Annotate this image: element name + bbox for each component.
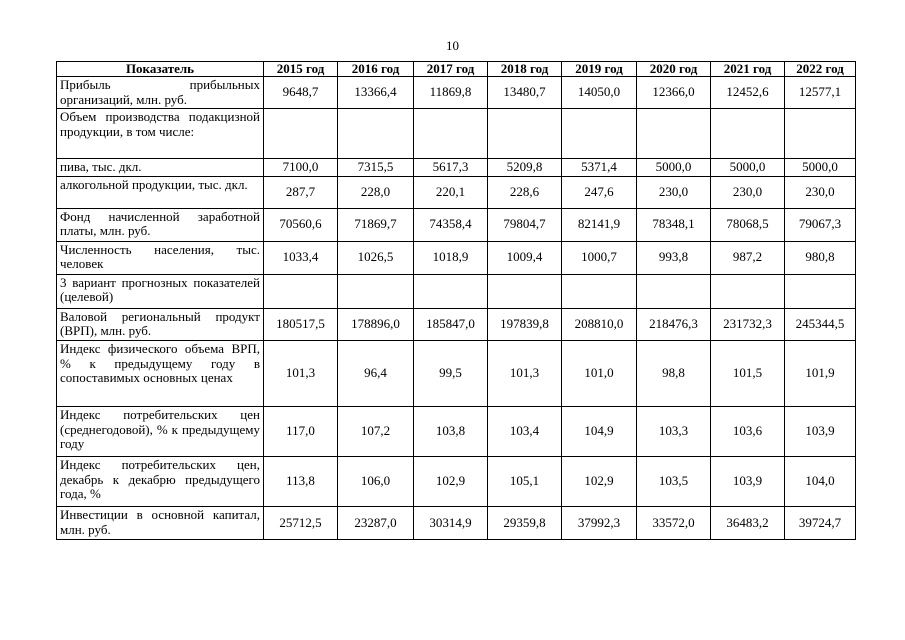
table-cell: 74358,4 xyxy=(414,208,488,241)
table-cell: 101,9 xyxy=(785,340,856,406)
table-row xyxy=(57,176,856,208)
row-label: Индекс потребительских цен, декабрь к декабрю предыдущего года, % xyxy=(57,456,264,506)
row-label: Прибыль прибыльных организаций, млн. руб. xyxy=(57,77,264,109)
table-cell: 7100,0 xyxy=(264,159,338,177)
row-label: 3 вариант прогнозных показателей (целевой) xyxy=(57,274,264,308)
table-cell: 70560,6 xyxy=(264,208,338,241)
table-cell: 39724,7 xyxy=(785,506,856,539)
table-cell: 78348,1 xyxy=(637,208,711,241)
row-label: Индекс потребительских цен (среднегодовой), % к предыдущему году xyxy=(57,406,264,456)
table-cell: 13366,4 xyxy=(338,77,414,109)
table-cell: 1018,9 xyxy=(414,241,488,274)
table-cell xyxy=(562,109,637,159)
table-cell: 228,6 xyxy=(488,176,562,208)
table-cell: 7315,5 xyxy=(338,159,414,177)
table-cell: 185847,0 xyxy=(414,308,488,340)
table-cell: 230,0 xyxy=(637,176,711,208)
row-label: пива, тыс. дкл. xyxy=(57,159,264,177)
table-row xyxy=(57,274,856,308)
row-label: Валовой региональный продукт (ВРП), млн. руб. xyxy=(57,308,264,340)
table-cell: 101,0 xyxy=(562,340,637,406)
table-row xyxy=(57,308,856,340)
table-cell xyxy=(414,109,488,159)
table-cell xyxy=(488,109,562,159)
table-cell: 5000,0 xyxy=(637,159,711,177)
table-cell xyxy=(711,109,785,159)
column-header: 2018 год xyxy=(488,62,562,77)
table-cell: 103,6 xyxy=(711,406,785,456)
table-cell: 98,8 xyxy=(637,340,711,406)
table-cell xyxy=(414,274,488,308)
table-row xyxy=(57,340,856,406)
table-cell: 78068,5 xyxy=(711,208,785,241)
table-cell: 71869,7 xyxy=(338,208,414,241)
table-cell: 79067,3 xyxy=(785,208,856,241)
table-cell: 1009,4 xyxy=(488,241,562,274)
table-cell: 228,0 xyxy=(338,176,414,208)
table-cell: 993,8 xyxy=(637,241,711,274)
table-cell: 101,3 xyxy=(264,340,338,406)
table-row xyxy=(57,506,856,539)
table-cell: 12577,1 xyxy=(785,77,856,109)
table-cell: 1026,5 xyxy=(338,241,414,274)
table-cell xyxy=(785,109,856,159)
table-row xyxy=(57,109,856,159)
table-cell: 5371,4 xyxy=(562,159,637,177)
table-cell: 101,3 xyxy=(488,340,562,406)
column-header: 2020 год xyxy=(637,62,711,77)
table-cell: 104,9 xyxy=(562,406,637,456)
table-cell: 230,0 xyxy=(711,176,785,208)
table-cell: 82141,9 xyxy=(562,208,637,241)
table-row xyxy=(57,208,856,241)
table-cell xyxy=(711,274,785,308)
table-row xyxy=(57,241,856,274)
table-cell: 103,3 xyxy=(637,406,711,456)
table-cell: 105,1 xyxy=(488,456,562,506)
table-cell: 102,9 xyxy=(562,456,637,506)
table-cell: 103,4 xyxy=(488,406,562,456)
table-body xyxy=(57,77,856,540)
table-cell: 180517,5 xyxy=(264,308,338,340)
table-cell xyxy=(488,274,562,308)
table-cell: 287,7 xyxy=(264,176,338,208)
row-label: Численность населения, тыс. человек xyxy=(57,241,264,274)
table-cell: 5209,8 xyxy=(488,159,562,177)
table-cell: 37992,3 xyxy=(562,506,637,539)
table-cell: 33572,0 xyxy=(637,506,711,539)
table-row xyxy=(57,159,856,177)
table-cell: 79804,7 xyxy=(488,208,562,241)
column-header: 2015 год xyxy=(264,62,338,77)
table-cell: 102,9 xyxy=(414,456,488,506)
table-cell: 980,8 xyxy=(785,241,856,274)
row-label: Инвестиции в основной капитал, млн. руб. xyxy=(57,506,264,539)
table-cell: 245344,5 xyxy=(785,308,856,340)
table-cell: 12452,6 xyxy=(711,77,785,109)
table-cell: 987,2 xyxy=(711,241,785,274)
table-cell: 231732,3 xyxy=(711,308,785,340)
table-cell: 5617,3 xyxy=(414,159,488,177)
forecast-table xyxy=(56,61,856,540)
table-cell: 107,2 xyxy=(338,406,414,456)
table-cell: 5000,0 xyxy=(711,159,785,177)
table-cell: 106,0 xyxy=(338,456,414,506)
table-cell: 30314,9 xyxy=(414,506,488,539)
column-header: 2017 год xyxy=(414,62,488,77)
column-header: 2022 год xyxy=(785,62,856,77)
row-label: алкогольной продукции, тыс. дкл. xyxy=(57,176,264,208)
table-cell: 11869,8 xyxy=(414,77,488,109)
row-label: Фонд начисленной заработной платы, млн. руб. xyxy=(57,208,264,241)
table-cell: 25712,5 xyxy=(264,506,338,539)
table-cell: 13480,7 xyxy=(488,77,562,109)
table-cell: 1000,7 xyxy=(562,241,637,274)
column-header: 2019 год xyxy=(562,62,637,77)
table-cell: 36483,2 xyxy=(711,506,785,539)
table-cell: 101,5 xyxy=(711,340,785,406)
table-cell: 5000,0 xyxy=(785,159,856,177)
row-label: Индекс физического объема ВРП, % к предыдущему году в сопоставимых основных ценах xyxy=(57,340,264,406)
table-cell: 103,8 xyxy=(414,406,488,456)
table-cell: 197839,8 xyxy=(488,308,562,340)
table-row xyxy=(57,406,856,456)
table-cell: 117,0 xyxy=(264,406,338,456)
table-cell: 230,0 xyxy=(785,176,856,208)
table-cell: 218476,3 xyxy=(637,308,711,340)
table-cell: 1033,4 xyxy=(264,241,338,274)
table-cell: 178896,0 xyxy=(338,308,414,340)
table-cell xyxy=(264,274,338,308)
table-cell xyxy=(637,274,711,308)
row-label: Объем производства подакцизной продукции, в том числе: xyxy=(57,109,264,159)
page-number: 10 xyxy=(446,38,459,53)
table-cell: 14050,0 xyxy=(562,77,637,109)
table-cell: 104,0 xyxy=(785,456,856,506)
table-cell xyxy=(338,274,414,308)
table-cell: 96,4 xyxy=(338,340,414,406)
table-cell: 247,6 xyxy=(562,176,637,208)
table-header-row xyxy=(57,62,856,77)
table-cell: 29359,8 xyxy=(488,506,562,539)
table-cell: 9648,7 xyxy=(264,77,338,109)
column-header: 2021 год xyxy=(711,62,785,77)
table-cell: 103,9 xyxy=(785,406,856,456)
table-cell: 99,5 xyxy=(414,340,488,406)
table-cell xyxy=(637,109,711,159)
table-cell: 208810,0 xyxy=(562,308,637,340)
table-cell xyxy=(562,274,637,308)
table-cell: 103,9 xyxy=(711,456,785,506)
table-cell: 23287,0 xyxy=(338,506,414,539)
table-row xyxy=(57,456,856,506)
table-row xyxy=(57,77,856,109)
table-cell: 103,5 xyxy=(637,456,711,506)
table-cell: 220,1 xyxy=(414,176,488,208)
table-cell xyxy=(264,109,338,159)
table-cell xyxy=(338,109,414,159)
column-header: 2016 год xyxy=(338,62,414,77)
column-header: Показатель xyxy=(57,62,264,77)
table-cell: 12366,0 xyxy=(637,77,711,109)
table-cell: 113,8 xyxy=(264,456,338,506)
table-cell xyxy=(785,274,856,308)
